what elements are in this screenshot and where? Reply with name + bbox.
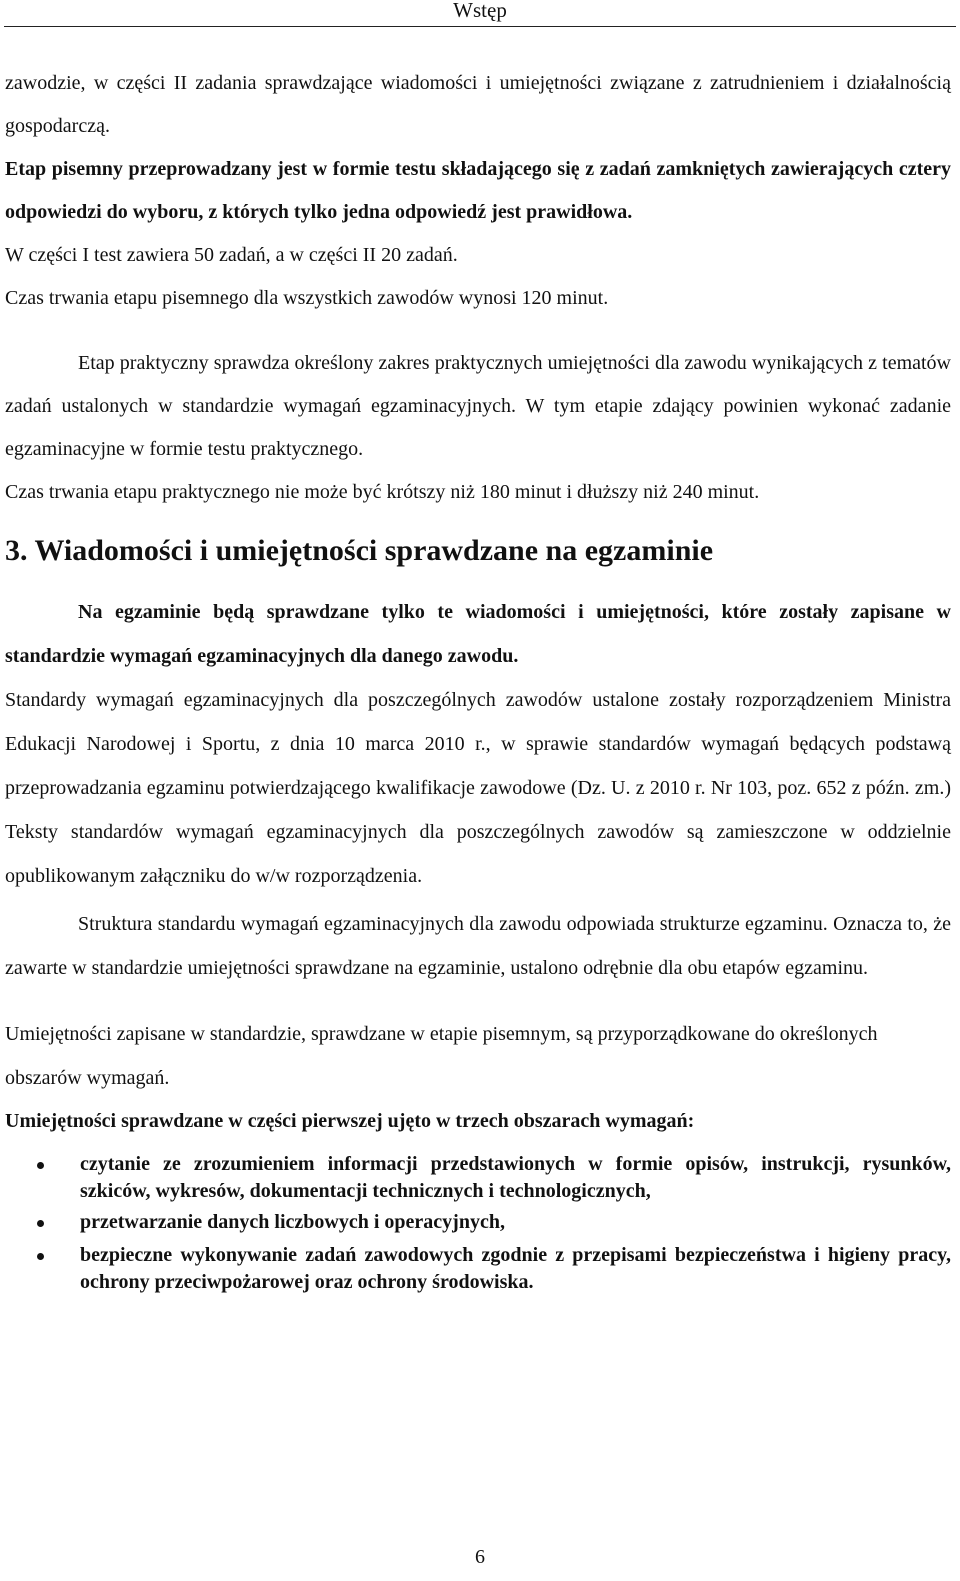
- paragraph-test-parts: W części I test zawiera 50 zadań, a w części II 20 zadań.: [5, 244, 458, 266]
- paragraph-continuation: zawodzie, w części II zadania sprawdzające wiadomości i umiejętności związane z zatrudnieniem i działalnością gospodarczą.: [5, 72, 951, 137]
- bullet-icon: [37, 1162, 44, 1169]
- paragraph-areas-intro: Umiejętności sprawdzane w części pierwszej ujęto w trzech obszarach wymagań:: [5, 1110, 695, 1132]
- paragraph-practical-duration: Czas trwania etapu praktycznego nie może być krótszy niż 180 minut i dłuższy niż 240 minut.: [5, 481, 760, 503]
- paragraph-scope-bold: Na egzaminie będą sprawdzane tylko te wiadomości i umiejętności, które zostały zapisane w standardzie wymagań egzaminacyjnych dla danego zawodu.: [5, 601, 951, 667]
- paragraph-structure: Struktura standardu wymagań egzaminacyjnych dla zawodu odpowiada strukturze egzaminu. Oznacza to, że zawarte w standardzie umiejętności sprawdzane na egzaminie, ustalono odrębnie dla obu etapów egzaminu.: [5, 913, 951, 979]
- list-item-text: przetwarzanie danych liczbowych i operacyjnych,: [80, 1211, 505, 1233]
- header-title: Wstęp: [453, 0, 507, 22]
- requirements-list: [5, 1151, 951, 1296]
- paragraph-written-duration: Czas trwania etapu pisemnego dla wszystkich zawodów wynosi 120 minut.: [5, 287, 609, 309]
- header-rule: [4, 26, 956, 27]
- list-item: [5, 1151, 951, 1205]
- paragraph-written-skills: Umiejętności zapisane w standardzie, sprawdzane w etapie pisemnym, są przyporządkowane do określonych obszarów wymagań.: [5, 1023, 878, 1089]
- list-item-text: czytanie ze zrozumieniem informacji przedstawionych w formie opisów, instrukcji, rysunków, szkiców, wykresów, dokumentacji technicznych i technologicznych,: [80, 1153, 951, 1202]
- list-item: [5, 1242, 951, 1296]
- paragraph-standards: Standardy wymagań egzaminacyjnych dla poszczególnych zawodów ustalone zostały rozporządzeniem Ministra Edukacji Narodowej i Sportu, z dnia 10 marca 2010 r., w sprawie standardów wymagań będących podstawą przeprowadzania egzaminu potwierdzającego kwalifikacje zawodowe (Dz. U. z 2010 r. Nr 103, poz. 652 z późn. zm.) Teksty standardów wymagań egzaminacyjnych dla poszczególnych zawodów są zamieszczone w oddzielnie opublikowanym załączniku do w/w rozporządzenia.: [5, 689, 951, 887]
- paragraph-written-stage: Etap pisemny przeprowadzany jest w formie testu składającego się z zadań zamkniętych zawierających cztery odpowiedzi do wyboru, z których tylko jedna odpowiedź jest prawidłowa.: [5, 158, 951, 223]
- bullet-icon: [37, 1253, 44, 1260]
- list-item: [5, 1209, 951, 1236]
- list-item-text: bezpieczne wykonywanie zadań zawodowych zgodnie z przepisami bezpieczeństwa i higieny pracy, ochrony przeciwpożarowej oraz ochrony środowiska.: [80, 1244, 951, 1293]
- running-header: [0, 0, 960, 26]
- section-heading: 3. Wiadomości i umiejętności sprawdzane na egzaminie: [5, 534, 714, 567]
- paragraph-practical-stage: Etap praktyczny sprawdza określony zakres praktycznych umiejętności dla zawodu wynikających z tematów zadań ustalonych w standardzie wymagań egzaminacyjnych. W tym etapie zdający powinien wykonać zadanie egzaminacyjne w formie testu praktycznego.: [5, 352, 951, 460]
- bullet-icon: [37, 1220, 44, 1227]
- page-number: 6: [475, 1546, 485, 1568]
- page-content: [5, 62, 951, 1296]
